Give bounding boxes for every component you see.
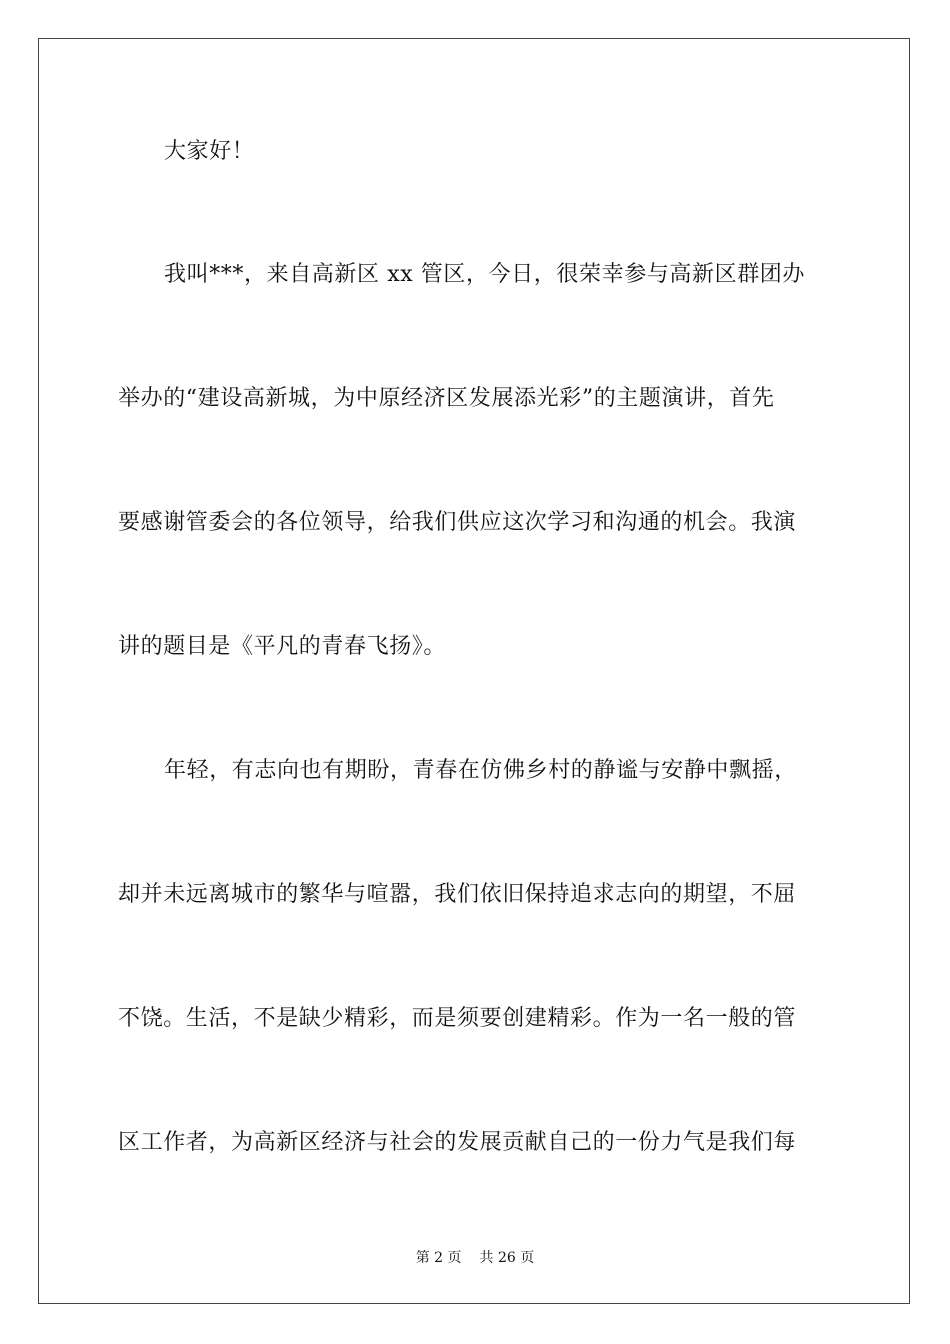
- page-number: 第 2 页: [415, 1250, 462, 1266]
- text-line: 年轻，有志向也有期盼，青春在仿佛乡村的静谧与安静中飘摇，: [164, 758, 797, 783]
- text-line: 我叫***，来自高新区 xx 管区，今日，很荣幸参与高新区群团办: [164, 262, 806, 287]
- text-line: 却并未远离城市的繁华与喧嚣，我们依旧保持追求志向的期望，不屈: [118, 882, 797, 907]
- text-line: 不饶。生活，不是缺少精彩，而是须要创建精彩。作为一名一般的管: [118, 1006, 797, 1031]
- text-line: 区工作者，为高新区经济与社会的发展贡献自己的一份力气是我们每: [118, 1130, 797, 1155]
- page-footer: [0, 1249, 950, 1267]
- text-line: 举办的“建设高新城，为中原经济区发展添光彩”的主题演讲，首先: [118, 386, 775, 411]
- page-total: 共 26 页: [479, 1250, 535, 1266]
- page-border: [38, 38, 910, 1304]
- text-line-greeting: 大家好！: [164, 139, 255, 164]
- text-line: 讲的题目是《平凡的青春飞扬》。: [118, 634, 447, 659]
- text-line: 要感谢管委会的各位领导，给我们供应这次学习和沟通的机会。我演: [118, 510, 797, 535]
